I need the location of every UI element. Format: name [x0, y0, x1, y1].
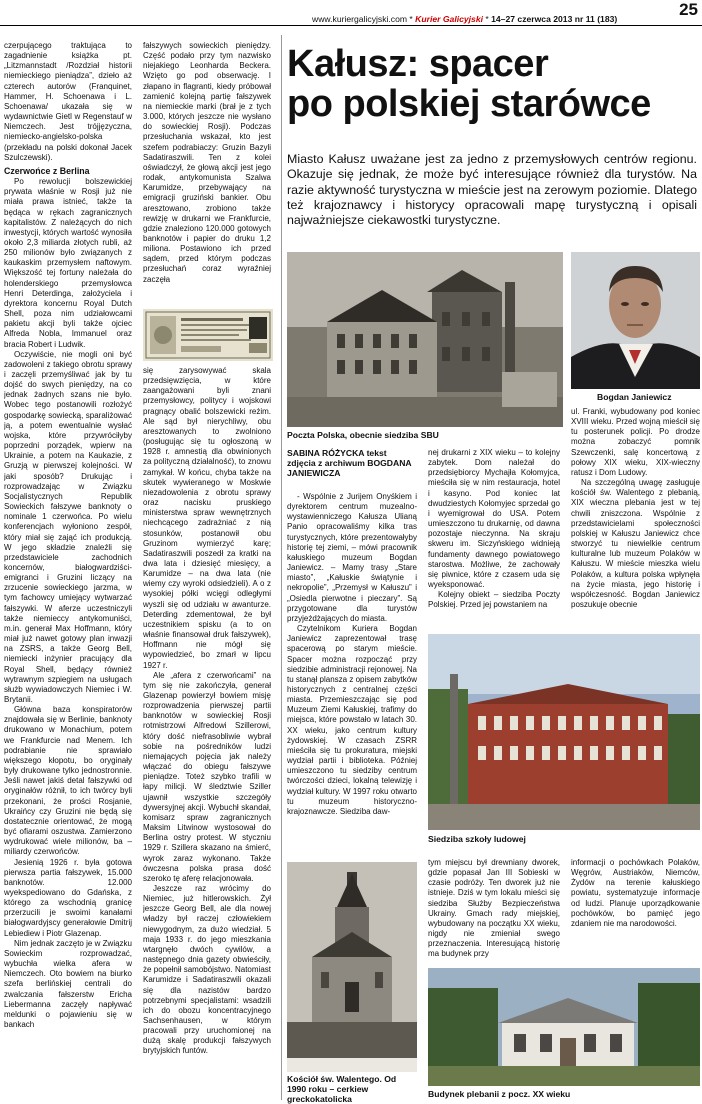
- article-title: [287, 44, 697, 124]
- header-separator: *: [407, 14, 416, 24]
- paragraph: Po rewolucji bolszewickiej prywata właśnie w Rosji już nie miała prawa istnieć, także ta będąca w rękach zagranicznych kapitalistów. Z należących do nich inwestycji, których wartość wynosiła około 2,3 miliarda złotych rubli, aż 250 milionów było związanych z kaukaskim przemysłem naftowym. Większość tej fortuny należała do holenderskiego przemysłowca Henri Deterdinga, założyciela i dyrektora koncernu Royal Dutch Shell, poza nim udziałowcami pakietu akcji byli także ojciec Alfreda Nobla, Immanuel oraz bracia Robert i Ludwik.: [4, 177, 132, 349]
- header-line: [312, 14, 617, 24]
- paragraph: nej drukarni z XIX wieku – to kolejny zabytek. Dom należał do przedsiębiorcy Mychajła Kołomyjca, mieściła się w nim restauracja, hotel i kasyno. Pod koniec lat dwudziestych Kołomyjec sprzedał go i wyemigrował do USA. Potem umieszczono tu drukarnię, od dawna pozostaje nieczynna. Na skraju skweru im. Siczyńskiego widnieją fundamenty dawnego powiatowego starostwa. Możliwe, że zachowały się piwnice, które z czasem uda się wyeksponować.: [428, 448, 560, 590]
- issue-info: 14–27 czerwca 2013 nr 11 (183): [491, 14, 618, 24]
- rectory-photo: [428, 968, 700, 1086]
- rectory-image: [428, 968, 700, 1086]
- article-column-4: [428, 858, 560, 968]
- church-photo: [287, 862, 417, 1072]
- paragraph: tym miejscu był drewniany dworek, gdzie popasał Jan III Sobieski w czasie podróży. Ten dworek już nie istnieje. Dziś w tym lokalu mieści się siedziba Służby Bezpieczeństwa Ukrainy. Gmach rady miejskiej, wybudowany na początku XX wieku, nigdy nie zmieniał swego przeznaczenia. Interesującą historię ma budynek przy: [428, 858, 560, 959]
- header-separator-2: *: [483, 14, 492, 24]
- paragraph: Jesienią 1926 r. była gotowa pierwsza partia fałszywek, 15.000 banknotów. 12.000 wyekspediowano do Gdańska, z którego za wschodnią granicę przerzucili je swoimi kanałami białogwardyjscy generałowie Dmitrij Lebiediew i Piotr Glazenap.: [4, 857, 132, 938]
- title-line: po polskiej starówce: [287, 83, 651, 125]
- article-column-5: [571, 858, 700, 968]
- paragraph: Oczywiście, nie mogli oni być zadowoleni z takiego obrotu sprawy i zaczęli przemyśliwać jak by tu dojść do swych pieniędzy, na co jednak żadnych szans nie było. Wobec tego postanowili rozłożyć gospodarkę sowiecką, sparaliżować ją, a potem ewentualnie wysłać wojska, które przywróciłyby poprzedni porządek, wpierw na Ukrainie, a potem na Kaukazie, z Gruzją w pierwszej kolejności. W jaki sposób? Drukując i rozprowadzając w Związku Socjalistycznych Republik Sowieckich fałszywe banknoty o nominale 1 czerwońca. Po wielu konferencjach wyłoniono zespół, który miał się zająć ich produkcją. W jego składzie znaleźli się przedstawiciele zachodnich koncernów, białogwardziści-emigranci i Gruzini liczący na zrzucenie sowieckiego jarzma, w tym fachowcy umiejący wytwarzać fałszywki. W aferze uczestniczyli także niemieccy antykomuniści, m.in. generał Max Hoffmann, który miał już nawet gotowy plan inwazji na ZSRS, a także Georg Bell, niemiecki inżynier pracujący dla Royal Shell, będący również wytrawnym szpiegiem na usługach służb wywiadowczych Niemiec i W. Brytanii.: [4, 349, 132, 704]
- paper-name: Kurier Galicyjski: [415, 14, 483, 24]
- paragraph: - Wspólnie z Jurijem Onyśkiem i dyrektorem centrum muzealno-wystawienniczego Kałusza Ulianą Panio opracowaliśmy kilka tras turystycznych, które prezentowałyby historię tej ziemi, – mówi pracownik kałuskiego muzeum Bogdan Janiewicz. – Mamy trasy „Stare miasto”, „Kałuskie świątynie i nekropolie”, „Przemysł w Kałuszu” i „Osiedla pierwotne i pieczary”. Są przygotowane dla turystów przyjeżdżających do miasta.: [287, 492, 417, 623]
- page-header: [0, 0, 702, 24]
- post-office-photo: [287, 252, 563, 427]
- column-divider: [281, 35, 282, 1100]
- portrait-photo: [571, 252, 700, 389]
- portrait-caption: Bogdan Janiewicz: [597, 392, 672, 402]
- paragraph: fałszywych sowieckich pieniędzy. Część podało przy tym nazwisko niejakiego Leonharda Beckera. Wzięto go pod obserwację. I złapano in flagranti, kiedy próbował zamienić kolejną partię fałszywek na niemieckie marki (brał je z tych 3.000, których jeszcze nie wysłano do sowieckiej Rosji). Podczas przesłuchania wskazał, kto jest szefem podrabiaczy: Gruzin Bazyli Sadatiraszwili. Ten z kolei oświadczył, że głową akcji jest jego rodak, antykomunista Szalwa Karumidze, przebywający na emigracji gruziński bankier. Obu aresztowano, zrobiono także rewizję w drukarni we Frankfurcie, gdzie znaleziono 120.000 gotowych banknotów i papier do druku 1,2 miliona. Postawiono ich przed sądem, przed którym podczas przesłuchań coraz wyraźniej zaczęła: [143, 41, 271, 284]
- paragraph: Czytelnikom Kuriera Bogdan Janiewicz zaprezentował trasę spacerową po starym mieście. Spacer można rozpocząć przy siedzibie administracji rejonowej. Na tu stanął plansza z opisem zabytków historycznych z centralnej części miasta. Przemieszczając się pod Muzeum Ziemi Kałuskiej, trafimy do miejsca, które powstało w latach 30. XX wieku, jako centrum kultury żydowskiej. W czasach ZSRR mieściła się tu prokuratura, miejski wydział partii i biblioteka. Później umieszczono tu siedziby centrum twórczości dzieci, lokalną telewizję i wydział kultury. W 1997 roku otwarto tu muzeum historyczno-krajoznawcze. Siedziba daw-: [287, 624, 417, 816]
- post-office-caption: Poczta Polska, obecnie siedziba SBU: [287, 430, 439, 440]
- article-column-3: [571, 407, 700, 629]
- school-image: [428, 634, 700, 830]
- church-caption: Kościół św. Walentego. Od 1990 roku – cerkiew greckokatolicka: [287, 1074, 397, 1104]
- banknote-image: [143, 309, 273, 361]
- header-rule: [0, 25, 702, 26]
- paragraph: Na szczególną uwagę zasługuje kościół św. Walentego z plebanią, XIX wieczna plebania jest w tej chwili zniszczona. Wspólnie z przedstawicielami społeczności polskiej w Kałuszu Janiewicz chce stworzyć tu niewielkie centrum kulturalne lub muzeum Polaków w Kałuszu. W mieście mieszka wielu Polaków, a kultura polska wpłynęła na życie miasta, jego historię i współczesność. Bogdan Janiewicz poszukuje obecnie: [571, 478, 700, 609]
- paragraph: informacji o pochówkach Polaków, Węgrów, Austriaków, Niemców, Żydów na terenie kałuskiego powiatu, systematyzuje informacje od ludzi. Planuje uporządkowanie pochówków, bo pamięć jego zdaniem nie ma narodowości.: [571, 858, 700, 928]
- paragraph: się zarysowywać skala przedsięwzięcia, w które zaangażowani byli znani przemysłowcy, politycy i wojskowi pragnący obalić bolszewicki reżim. Ale sąd był nierychliwy, obu aresztowanych to zwolniono (posługując się tu ogłoszoną w 1928 r. amnestią dla obwinionych za polityczną działalność), to znowu zamykał. W końcu, chyba także na skutek wywieranego w Moskwie niezadowolenia z obrotu sprawy oraz nacisku pruskiego ministerstwa spraw wewnętrznych niechcącego zadrażniać z nią stosunków, postanowił obu Gruzinom wymierzyć karę; Sadatiraszwili poszedł za kratki na dwa lata i dziesięć miesięcy, a Karumidze – na dwa lata (nie wiemy czy wyroki odsiedzieli). A o z wysokiej półki wcięgi odległymi wyszli się od udziału w awanturze. Deterding zdementował, że był uczestnikiem spisku (a to on właśnie finansował druk fałszywek), Hoffmann nie mógł się wypowiedzieć, bo zmarł w lipcu 1927 r.: [143, 366, 271, 670]
- paragraph: Kolejny obiekt – siedziba Poczty Polskiej. Przed jej powstaniem na: [428, 590, 560, 610]
- banknote-photo: [143, 309, 273, 361]
- post-office-image: [287, 252, 563, 427]
- page-number: 25: [679, 0, 698, 19]
- left-column-2-bottom: [143, 366, 271, 1101]
- left-column-1: [4, 41, 132, 1101]
- left-column-2-top: [143, 41, 271, 306]
- rectory-caption: Budynek plebanii z pocz. XX wieku: [428, 1089, 571, 1099]
- paragraph: Ale „afera z czerwońcami” na tym się nie zakończyła, generał Glazenap powierzył bowiem misję rozprowadzenia pierwszej partii banknotów w sowieckiej Rosji rotmistrzowi Alfredowi Szillerowi, który dość niefrasobliwie wybrał sobie na pośredników ludzi niemających pojęcia jak należy włączać do obiegu fałszywe pieniądze. Toteż szybko trafili w łapy milicji. W śledztwie Sziller ujawnił wszystkie szczegóły dywersyjnej akcji. Wybuchł skandał, komisarz spraw zagranicznych Maksim Litwinow wystosował do Berlina ostry protest. W styczniu 1929 r. Szillera skazano na śmierć, wyrok zaraz wykonano. Także ówczesna polska prasa dość szeroko tę aferę relacjonowała.: [143, 670, 271, 883]
- church-image: [287, 862, 417, 1072]
- article-column-2: [428, 448, 560, 626]
- title-line: Kałusz: spacer: [287, 43, 549, 85]
- paragraph: ul. Franki, wybudowany pod koniec XVIII wieku. Przed wojną mieścił się tu posterunek policji. Po drodze można zobaczyć pomnik Szewczenki, salę koncertową z połowy XIX wieku, XIX-wieczny ratusz i Dom Ludowy.: [571, 407, 700, 477]
- school-photo: [428, 634, 700, 830]
- school-caption: Siedziba szkoły ludowej: [428, 834, 526, 844]
- portrait-image: [571, 252, 700, 389]
- paragraph: Jeszcze raz wrócimy do Niemiec, już hitlerowskich. Żył jeszcze Georg Bell, ale dla nowej władzy był raczej człowiekiem niewygodnym, za dużo wiedział. 5 maja 1933 r. do jego mieszkania wtargnęło dwóch cywilów, a następnego dnia gazety obwieściły, że popełnił samobójstwo. Natomiast Karumidze i Sadatiraszwili okazali się dla nazistów bardzo potrzebnymi specjalistami: wsadzili ich do obozu koncentracyjnego Sachsenhausen, w którym pracowali przy uruchomionej na dużą skalę produkcji fałszywych brytyjskich funtów.: [143, 883, 271, 1056]
- paragraph: Główna baza konspiratorów znajdowała się w Berlinie, banknoty drukowano w Monachium, potem we Frankfurcie nad Menem. Ich podrabianie nie sprawiało większego kłopotu, bo oryginały były drukowane tylko jednostronnie. Jeśli nawet jakiś detal fałszywki od oryginałów różnił, to ich twórcy byli przekonani, że prości Rosjanie, Ukraińcy czy Gruzini nie będą się dostatecznie orientować, że mogą być ofiarami oszustwa. Zamierzono wydrukować wiele milionów, ba – miliardy czerwońców.: [4, 705, 132, 857]
- paragraph: czerpującego traktująca to zagadnienie książka pt. „Litzmannstadt /Rozdział historii niemieckiego pieniądza”, dzieło aż czterech autorów (Franquinet, Hammer, H. Schoenawa i L. Schoenawa/ ukazała się w wydawnictwie Gietl w Regenstauf w Niemczech. Jest trójjęzyczna, niemiecko-angielsko-polska (przekładu na polski dokonał Jacek Szulczewski).: [4, 41, 132, 162]
- section-heading: Czerwońce z Berlina: [4, 165, 90, 176]
- article-column-1: [287, 492, 417, 860]
- article-lead: Miasto Kałusz uważane jest za jedno z przemysłowych centrów regionu. Okazuje się jednak, że może być interesujące również dla turystów. Na razie aktywność turystyczna w mieście jest na zerowym poziomie. Dlatego też krajoznawcy i historycy opracowali mapę turystyczną i opisali najważniejsze ciekawostki turystyczne.: [287, 152, 697, 228]
- site-url: www.kuriergalicyjski.com: [312, 14, 408, 24]
- author-credit: SABINA RÓŻYCKA tekst zdjęcia z archiwum BOGDANA JANIEWICZA: [287, 448, 412, 478]
- paragraph: Nim jednak zaczęto je w Związku Sowieckim rozprowadzać, wybuchła wielka afera w Niemczech. Oto bowiem na biurko szefa berlińskiej centrali do zwalczania fałszerstw Ericha Liebermanna zaczęły napływać meldunki o pojawieniu się w bankach: [4, 938, 132, 1029]
